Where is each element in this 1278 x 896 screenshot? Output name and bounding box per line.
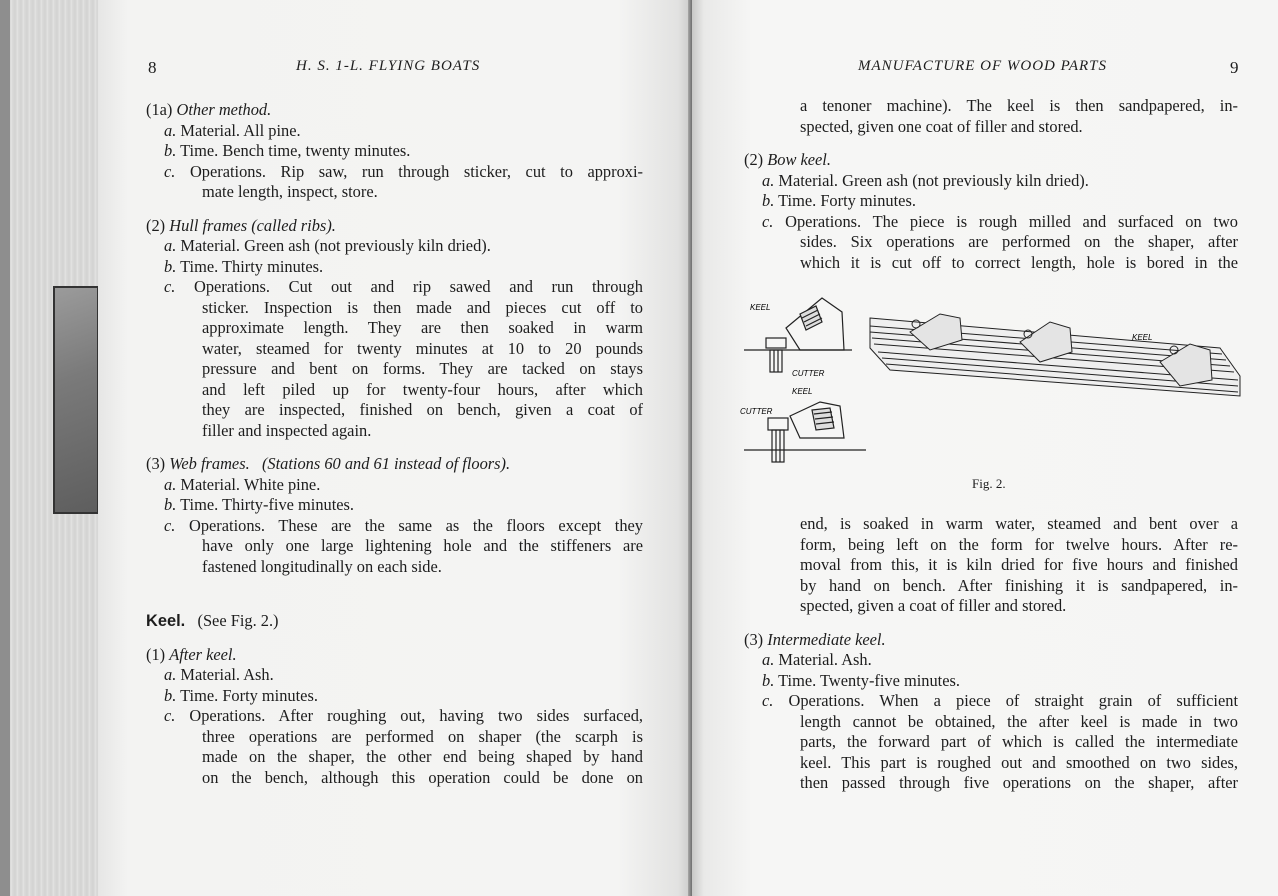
list-item: a. Material. Green ash (not previously kiln dried). <box>762 170 1089 190</box>
list-item: b. Time. Forty minutes. <box>164 685 318 705</box>
label-cutter-bottom: CUTTER <box>740 407 773 416</box>
continuation-line: which it is cut off to correct length, hole is bored in the <box>800 252 1238 272</box>
inserted-photo-strip <box>53 286 99 514</box>
continuation-line: on the bench, although this operation could be done on <box>202 767 643 787</box>
list-item: a. Material. White pine. <box>164 474 321 494</box>
continuation-line: and left piled up for twenty-four hours, after which <box>202 379 643 399</box>
continuation-line: three operations are performed on shaper (the scarph is <box>202 726 643 746</box>
list-item: b. Time. Thirty minutes. <box>164 256 324 276</box>
list-item: c. Operations. Cut out and rip sawed and run through <box>164 277 643 296</box>
page-number: 8 <box>148 58 157 77</box>
left-page <box>98 0 692 896</box>
label-keel-main: KEEL <box>1132 333 1153 342</box>
section-title: (2) Bow keel. <box>744 150 831 169</box>
section-title: (3) Intermediate keel. <box>744 629 886 649</box>
section-name: Other method. <box>176 100 272 119</box>
page-number: 9 <box>1230 58 1239 77</box>
section-title <box>146 100 643 121</box>
running-head: MANUFACTURE OF WOOD PARTS <box>858 58 1108 74</box>
section-title: (3) Web frames. (Stations 60 and 61 instead of floors). <box>146 454 511 473</box>
section-title: (2) Hull frames (called ribs). <box>146 215 336 235</box>
continuation-line: filler and inspected again. <box>202 420 372 440</box>
list-item: c. Operations. Rip saw, run through sticker, cut to approxi- <box>164 161 643 181</box>
list-item: b. Time. Bench time, twenty minutes. <box>164 141 411 160</box>
continuation-line: fastened longitudinally on each side. <box>202 556 442 576</box>
list-item: b. Time. Thirty-five minutes. <box>164 495 355 514</box>
continuation-line: parts, the forward part of which is called the intermediate <box>800 732 1238 751</box>
continuation-line: end, is soaked in warm water, steamed and bent over a <box>800 514 1238 533</box>
continuation-line: have only one large lightening hole and the stiffeners are <box>202 536 643 555</box>
list-item: c. Operations. When a piece of straight grain of sufficient <box>762 691 1238 710</box>
continuation-line: a tenoner machine). The keel is then sandpapered, in- <box>800 96 1238 115</box>
list-item: a. Material. All pine. <box>164 120 301 140</box>
list-item: b. Time. Forty minutes. <box>762 191 916 210</box>
continuation-line: then passed through five operations on the shaper, after <box>800 773 1238 792</box>
list-item: c. Operations. After roughing out, having two sides surfaced, <box>164 706 643 725</box>
right-text-block-bottom <box>744 514 1238 794</box>
continuation-line: sides. Six operations are performed on the shaper, after <box>800 232 1238 251</box>
continuation-line: moval from this, it is kiln dried for five hours and finished <box>800 555 1238 574</box>
label-keel-bottom: KEEL <box>792 387 813 396</box>
list-item: a. Material. Ash. <box>164 665 274 684</box>
list-item: a. Material. Ash. <box>762 650 872 669</box>
continuation-line: by hand on bench. After finishing it is sandpapered, in- <box>800 575 1238 595</box>
figure-caption: Fig. 2. <box>972 476 1006 491</box>
list-item: a. Material. Green ash (not previously kiln dried). <box>164 236 491 255</box>
list-item: c. Operations. These are the same as the floors except they <box>164 515 643 535</box>
keel-perspective-drawing <box>870 314 1240 396</box>
continuation-line: keel. This part is roughed out and smoothed on two sides, <box>800 752 1238 772</box>
section-number: (1a) <box>146 100 173 119</box>
continuation-line: spected, given one coat of filler and stored. <box>800 116 1083 136</box>
label-cutter-top: CUTTER <box>792 369 825 378</box>
continuation-line: pressure and bent on forms. They are tacked on stays <box>202 359 643 378</box>
list-item: b. Time. Twenty-five minutes. <box>762 670 960 690</box>
right-text-block-top <box>744 96 1238 273</box>
continuation-line: mate length, inspect, store. <box>202 182 378 201</box>
continuation-line: length cannot be obtained, the after keel is made in two <box>800 711 1238 731</box>
running-head: H. S. 1-L. FLYING BOATS <box>296 58 481 74</box>
section-title: (1) After keel. <box>146 644 237 664</box>
left-text-block <box>146 100 643 788</box>
continuation-line: approximate length. They are then soaked in warm <box>202 318 643 337</box>
continuation-line: form, being left on the form for twelve hours. After re- <box>800 534 1238 554</box>
continuation-line: spected, given a coat of filler and stored. <box>800 596 1067 615</box>
label-keel-top: KEEL <box>750 303 771 312</box>
continuation-line: water, steamed for twenty minutes at 10 to 20 pounds <box>202 338 643 358</box>
continuation-line: made on the shaper, the other end being shaped by hand <box>202 747 643 766</box>
continuation-line: sticker. Inspection is then made and pieces cut off to <box>202 297 643 317</box>
list-item: c. Operations. The piece is rough milled and surfaced on two <box>762 211 1238 231</box>
figure-keel-shaper <box>740 288 1250 468</box>
keel-heading: Keel. (See Fig. 2.) <box>146 611 279 630</box>
continuation-line: they are inspected, finished on bench, given a coat of <box>202 400 643 419</box>
